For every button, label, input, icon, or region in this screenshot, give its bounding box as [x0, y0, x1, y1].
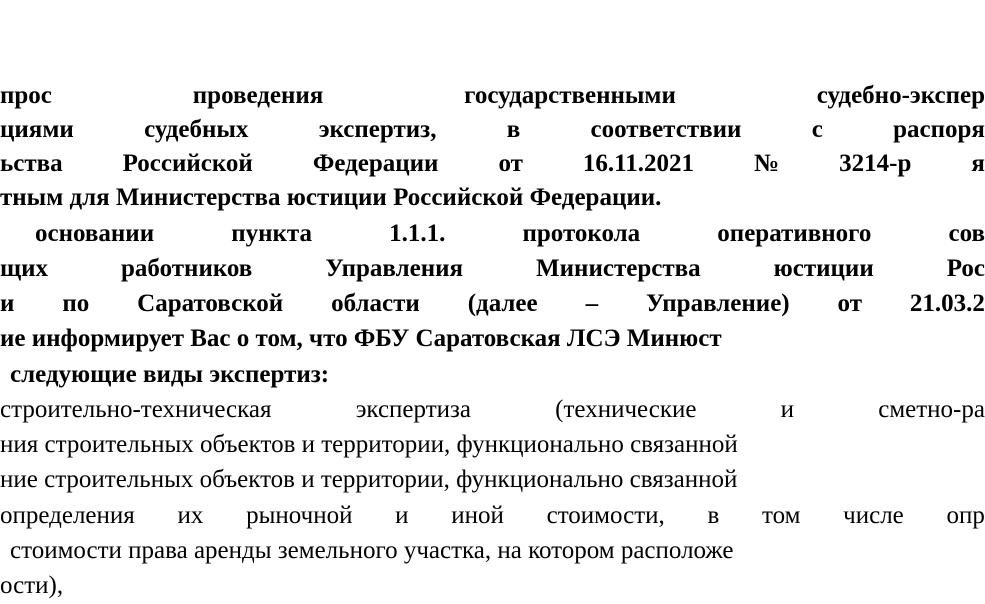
word: распоря — [893, 116, 985, 143]
text-line-3 — [0, 146, 985, 182]
word: экспертиза — [355, 396, 471, 423]
text-line-4: тным для Министерства юстиции Российской Федерации. — [0, 184, 662, 211]
word: экспертиз, — [318, 116, 437, 143]
word: стоимости, — [546, 502, 665, 529]
word: сметно-ра — [878, 396, 985, 423]
word: Управления — [325, 255, 464, 282]
text-line-15: ости), — [0, 572, 64, 599]
word: – — [585, 290, 599, 317]
text-line-8: ие информирует Вас о том, что ФБУ Саратовская ЛСЭ Минюст — [0, 325, 722, 352]
word: (далее — [467, 290, 538, 317]
word: области — [331, 290, 420, 317]
word: циями — [0, 116, 74, 143]
word: Министерства — [536, 255, 701, 282]
word: числе — [843, 502, 904, 529]
word: щих — [0, 255, 49, 282]
word: государственными — [464, 82, 676, 109]
word: в — [707, 502, 720, 529]
word: определения — [0, 502, 135, 529]
word: опр — [946, 502, 985, 529]
word: Российской — [122, 150, 253, 177]
word: основании — [35, 220, 155, 247]
text-line-7 — [0, 286, 985, 322]
word: проведения — [192, 82, 324, 109]
text-line-14: стоимости права аренды земельного участка, на котором расположе — [10, 537, 734, 564]
word: 16.11.2021 — [582, 150, 695, 177]
word: Управление) — [645, 290, 790, 317]
word: № — [754, 150, 780, 177]
word: рыночной — [246, 502, 353, 529]
word: прос — [0, 82, 52, 109]
word: по — [62, 290, 90, 317]
word: 3214-р — [839, 150, 912, 177]
text-line-10 — [0, 392, 985, 428]
word: Рос — [946, 255, 985, 282]
word: их — [177, 502, 204, 529]
word: том — [762, 502, 801, 529]
text-line-1 — [0, 78, 985, 114]
word: иной — [451, 502, 504, 529]
word: и — [0, 290, 15, 317]
word: работников — [121, 255, 253, 282]
word: соответствии — [590, 116, 742, 143]
text-line-6 — [0, 251, 985, 287]
text-line-2 — [0, 112, 985, 148]
word: 1.1.1. — [389, 220, 446, 247]
word: протокола — [522, 220, 641, 247]
text-line-11: ния строительных объектов и территории, функционально связанной — [0, 431, 738, 458]
word: юстиции — [773, 255, 874, 282]
text-line-12: ние строительных объектов и территории, функционально связанной — [0, 466, 738, 493]
word: судебных — [144, 116, 249, 143]
word: судебно-экспер — [816, 82, 985, 109]
word: строительно-техническая — [0, 396, 272, 423]
word: сов — [948, 220, 985, 247]
text-line-9: следующие виды экспертиз: — [10, 361, 330, 388]
word: пункта — [231, 220, 313, 247]
word: Саратовской — [137, 290, 284, 317]
text-line-5 — [35, 216, 985, 252]
word: и — [780, 396, 795, 423]
word: 21.03.2 — [909, 290, 985, 317]
word: и — [395, 502, 409, 529]
word: (технические — [555, 396, 697, 423]
word: в — [506, 116, 521, 143]
text-line-13 — [0, 498, 985, 534]
word: оперативного — [717, 220, 872, 247]
word: от — [837, 290, 862, 317]
word: я — [971, 150, 985, 177]
word: от — [498, 150, 523, 177]
word: Федерации — [312, 150, 439, 177]
word: с — [811, 116, 823, 143]
word: ьства — [0, 150, 63, 177]
